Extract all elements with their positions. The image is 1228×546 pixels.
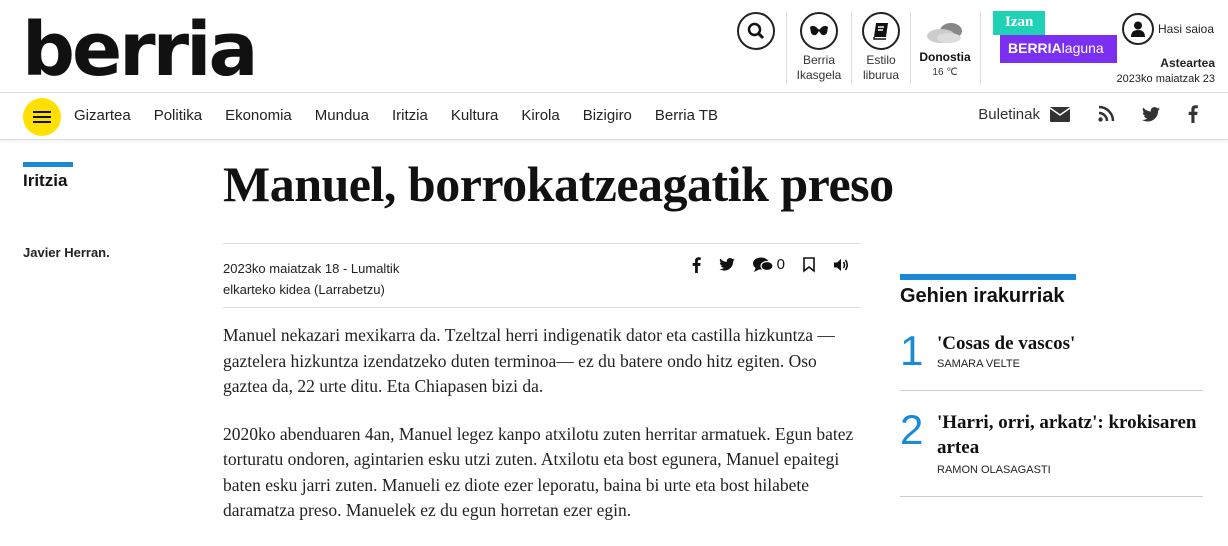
bookmark-icon[interactable] (803, 257, 815, 272)
divider (851, 12, 852, 84)
most-read-item[interactable] (900, 408, 1203, 497)
nav-item-ekonomia[interactable]: Ekonomia (225, 107, 292, 124)
weather-city: Donostia (919, 50, 971, 64)
most-read-item-author: SAMARA VELTE (937, 358, 1020, 370)
facebook-share-icon[interactable] (692, 257, 701, 273)
comment-icon (753, 257, 773, 273)
rss-icon[interactable] (1098, 106, 1114, 122)
rank-number: 1 (900, 327, 924, 374)
section-label[interactable]: Iritzia (23, 171, 68, 190)
nav-item-iritzia[interactable]: Iritzia (391, 107, 428, 124)
article-author[interactable]: Javier Herran. (23, 245, 110, 260)
nav-item-gizartea[interactable]: Gizartea (74, 107, 131, 124)
berria-ikasgela-link[interactable] (792, 12, 846, 83)
weekday: Asteartea (1160, 56, 1215, 70)
hamburger-line (33, 116, 51, 118)
login-button[interactable] (1122, 13, 1214, 45)
laguna-suffix: laguna (1061, 40, 1104, 56)
nav-item-politika[interactable]: Politika (153, 107, 203, 124)
divider (980, 12, 981, 84)
most-read-item-title[interactable]: 'Harri, orri, arkatz': krokisaren artea (937, 412, 1197, 458)
site-header (0, 0, 1228, 93)
share-tools (692, 256, 849, 273)
berria-laguna-button[interactable] (1000, 35, 1117, 63)
nav-item-kultura[interactable]: Kultura (450, 107, 499, 124)
book-icon (862, 12, 900, 50)
login-label: Hasi saioa (1158, 22, 1215, 36)
estilo-liburua-label: Estilo liburua (862, 53, 900, 82)
berria-ikasgela-label: Berria Ikasgela (796, 53, 842, 82)
article-meta-bar (223, 243, 861, 308)
article-title: Manuel, borrokatzeagatik preso (223, 156, 894, 212)
weather-temp: 16 ℃ (932, 67, 958, 78)
newsletter-link[interactable] (978, 106, 1070, 123)
most-read-title: Gehien irakurriak (900, 285, 1065, 307)
divider (910, 12, 911, 84)
estilo-liburua-link[interactable] (857, 12, 905, 83)
cloud-icon (914, 16, 976, 50)
rank-number: 2 (900, 406, 924, 453)
twitter-icon[interactable] (1142, 107, 1160, 122)
search-icon (737, 12, 775, 50)
divider (786, 12, 787, 84)
most-read-item[interactable] (900, 329, 1203, 391)
menu-button[interactable] (23, 98, 61, 136)
envelope-icon (1050, 107, 1070, 122)
berria-logo[interactable]: berria (22, 7, 256, 93)
nav-right (978, 105, 1198, 123)
glasses-icon (800, 12, 838, 50)
user-icon (1122, 13, 1154, 45)
nav-item-bizigiro[interactable]: Bizigiro (582, 107, 632, 124)
current-date: 2023ko maiatzak 23 (1116, 73, 1215, 85)
comments-button[interactable] (753, 256, 785, 273)
audio-icon[interactable] (833, 258, 849, 272)
article-paragraph: 2020ko abenduaren 4an, Manuel legez kanpo atxilotu zuten herritar armatuek. Egun batez torturatu ondoren, agintarien esku utzi zuten. Atxilotu eta bost egunera, Manuel epaitegi baten esku jarri zuten. Manueli ez diote ezer leporatu, baina bi urte eta bost hilabete daramatza preso. Manuelek ez du egun horretan ezer egin. (223, 423, 854, 520)
izan-badge[interactable]: Izan (993, 11, 1045, 35)
article-paragraph: Manuel nekazari mexikarra da. Tzeltzal herri indigenatik dator eta castilla hizkuntza —gaztelera hizkuntza izendatzeko duten terminoa— ez du batere ondo hitz egiten. Oso gaztea da, 22 urte ditu. Eta Chiapasen bizi da. (223, 325, 835, 396)
nav-links (74, 107, 718, 124)
hamburger-line (33, 121, 51, 123)
comment-count: 0 (776, 256, 785, 273)
nav-item-berria-tb[interactable]: Berria TB (654, 107, 718, 124)
facebook-icon[interactable] (1188, 105, 1198, 123)
buletinak-label: Buletinak (978, 105, 1040, 123)
main-nav (0, 93, 1228, 140)
article-body (223, 323, 863, 546)
most-read-item-author: RAMON OLASAGASTI (937, 464, 1051, 476)
nav-item-mundua[interactable]: Mundua (314, 107, 369, 124)
article-meta-text: 2023ko maiatzak 18 - Lumaltik elkarteko kidea (Larrabetzu) (223, 261, 400, 297)
search-button[interactable] (736, 12, 776, 53)
most-read-item-title[interactable]: 'Cosas de vascos' (937, 333, 1076, 354)
twitter-share-icon[interactable] (719, 258, 735, 271)
laguna-brand: BERRIA (1008, 40, 1062, 56)
most-read-accent-bar (900, 274, 1076, 280)
nav-item-kirola[interactable]: Kirola (521, 107, 560, 124)
weather-widget[interactable] (914, 16, 976, 80)
hamburger-icon (33, 111, 51, 113)
section-accent-bar (23, 162, 73, 167)
date-box (1117, 56, 1215, 87)
